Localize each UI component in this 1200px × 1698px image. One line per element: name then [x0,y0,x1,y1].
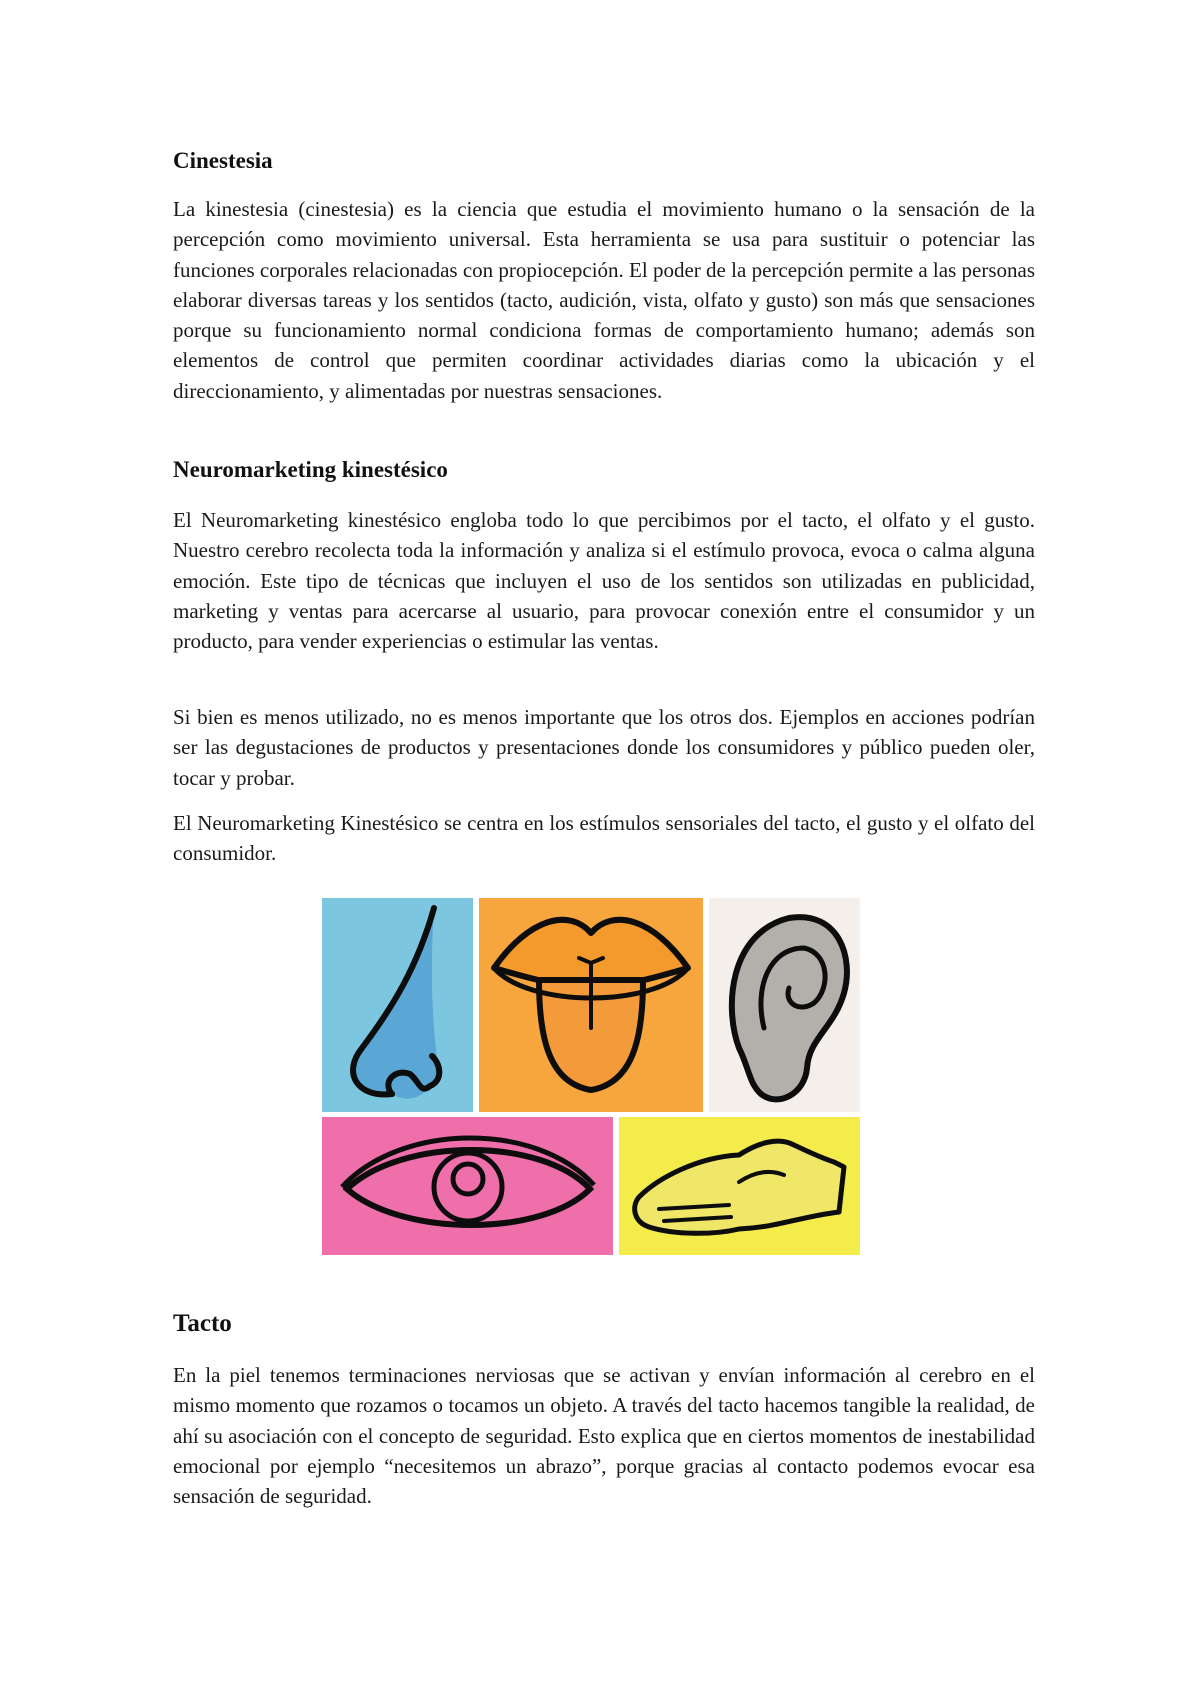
heading-text: Tacto [173,1310,232,1337]
tile-hand [619,1117,860,1255]
heading-text: Neuromarketing kinestésico [173,457,448,482]
paragraph-neuromarketing-2 [173,702,1035,793]
paragraph-text: El Neuromarketing kinestésico engloba todo lo que percibimos por el tacto, el olfato y el gusto. Nuestro cerebro recolecta toda la información y analiza si el estímulo provoca, evoca o calma alguna emoción. Este tipo de técnicas que incluyen el uso de los sentidos son utilizadas en publicidad, marketing y ventas para acercarse al usuario, para provocar conexión entre el consumidor y un producto, para vender experiencias o estimular las ventas. [173,508,1035,654]
paragraph-text: Si bien es menos utilizado, no es menos importante que los otros dos. Ejemplos en acciones podrían ser las degustaciones de productos y presentaciones donde los consumidores y público pueden oler, tocar y probar. [173,705,1035,790]
section-heading-tacto [173,1309,1035,1339]
paragraph-cinestesia [173,194,1035,406]
section-heading-cinestesia [173,146,1035,176]
tile-nose [322,898,473,1112]
nose-icon [322,898,473,1112]
ear-icon [709,898,860,1112]
paragraph-neuromarketing-1 [173,505,1035,656]
eye-icon [322,1117,613,1255]
paragraph-text: La kinestesia (cinestesia) es la ciencia que estudia el movimiento humano o la sensación de la percepción como movimiento universal. Esta herramienta se usa para sustituir o potenciar las funciones corporales relacionadas con propiocepción. El poder de la percepción permite a las personas elaborar diversas tareas y los sentidos (tacto, audición, vista, olfato y gusto) son más que sensaciones porque su funcionamiento normal condiciona formas de comportamiento humano; además son elementos de control que permiten coordinar actividades diarias como la ubicación y el direccionamiento, y alimentadas por nuestras sensaciones. [173,197,1035,403]
senses-illustration [322,898,860,1255]
tile-ear [709,898,860,1112]
paragraph-text: El Neuromarketing Kinestésico se centra en los estímulos sensoriales del tacto, el gusto y el olfato del consumidor. [173,811,1035,866]
paragraph-text: En la piel tenemos terminaciones nerviosas que se activan y envían información al cerebro en el mismo momento que rozamos o tocamos un objeto. A través del tacto hacemos tangible la realidad, de ahí su asociación con el concepto de seguridad. Esto explica que en ciertos momentos de inestabilidad emocional por ejemplo “necesitemos un abrazo”, porque gracias al contacto podemos evocar esa sensación de seguridad. [173,1363,1035,1509]
mouth-tongue-icon [479,898,703,1112]
paragraph-neuromarketing-3 [173,808,1035,869]
tile-eye [322,1117,613,1255]
paragraph-tacto [173,1360,1035,1511]
section-heading-neuromarketing [173,455,1035,485]
hand-icon [619,1117,860,1255]
heading-text: Cinestesia [173,148,273,173]
tile-mouth [479,898,703,1112]
